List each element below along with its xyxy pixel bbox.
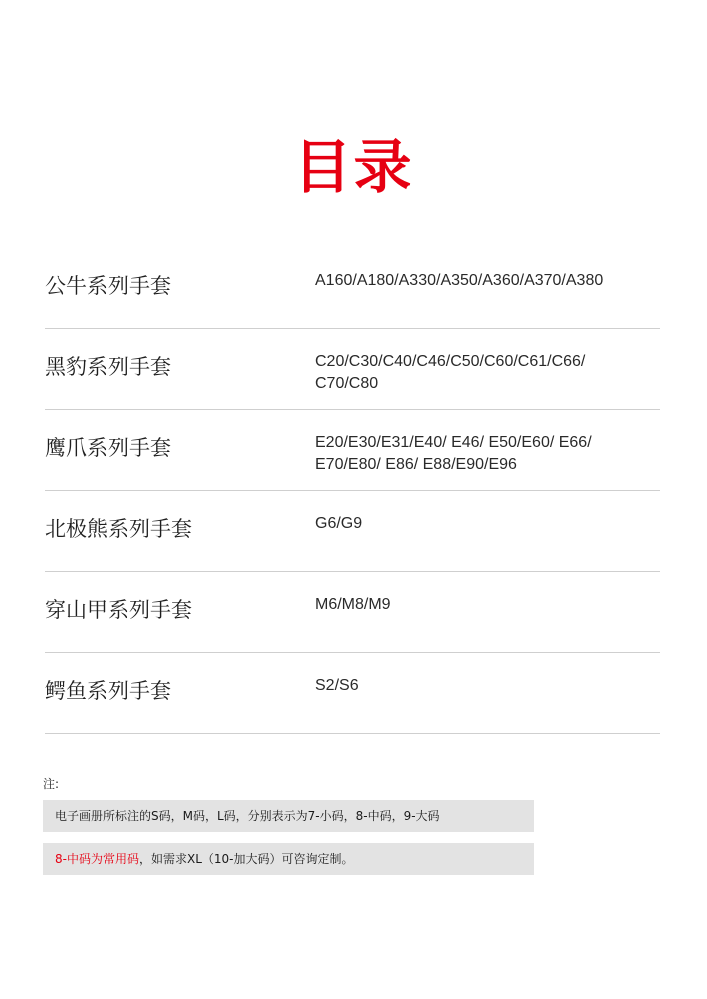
toc-series-name: 鹰爪系列手套 [45,436,171,460]
toc-models-line: E70/E80/ E86/ E88/E90/E96 [315,456,517,473]
table-of-contents [45,248,660,734]
toc-series-name: 黑豹系列手套 [45,355,171,379]
toc-series-name: 公牛系列手套 [45,274,171,298]
toc-models-line: E20/E30/E31/E40/ E46/ E50/E60/ E66/ [315,434,592,451]
toc-row-polar-bear [45,491,660,572]
toc-models-line: S2/S6 [315,677,359,694]
toc-models [315,351,660,395]
toc-models-line: M6/M8/M9 [315,596,391,613]
toc-series-name: 穿山甲系列手套 [45,598,192,622]
toc-models-line: C20/C30/C40/C46/C50/C60/C61/C66/ [315,353,586,370]
common-size-highlight: 8-中码为常用码 [55,852,139,866]
toc-models [315,513,660,535]
toc-row-pangolin [45,572,660,653]
toc-models [315,270,660,292]
toc-models-line: A160/A180/A330/A350/A360/A370/A380 [315,272,604,289]
toc-row-eagle-claw [45,410,660,491]
toc-row-bull [45,248,660,329]
toc-models [315,675,660,697]
toc-row-panther [45,329,660,410]
toc-series-name: 北极熊系列手套 [45,517,192,541]
page-title: 目录 [293,133,414,201]
custom-size-text: ，如需求XL（10-加大码）可咨询定制。 [138,852,354,866]
note-label: 注: [43,777,60,791]
toc-series-name: 鳄鱼系列手套 [45,679,171,703]
toc-models-line: C70/C80 [315,375,379,392]
toc-models [315,594,660,616]
toc-row-crocodile [45,653,660,734]
toc-models-line: G6/G9 [315,515,363,532]
size-note [43,800,534,832]
size-note-text: 电子画册所标注的S码，M码，L码，分别表示为7-小码，8-中码，9-大码 [55,809,440,823]
toc-models [315,432,660,476]
custom-size-note [43,843,534,875]
